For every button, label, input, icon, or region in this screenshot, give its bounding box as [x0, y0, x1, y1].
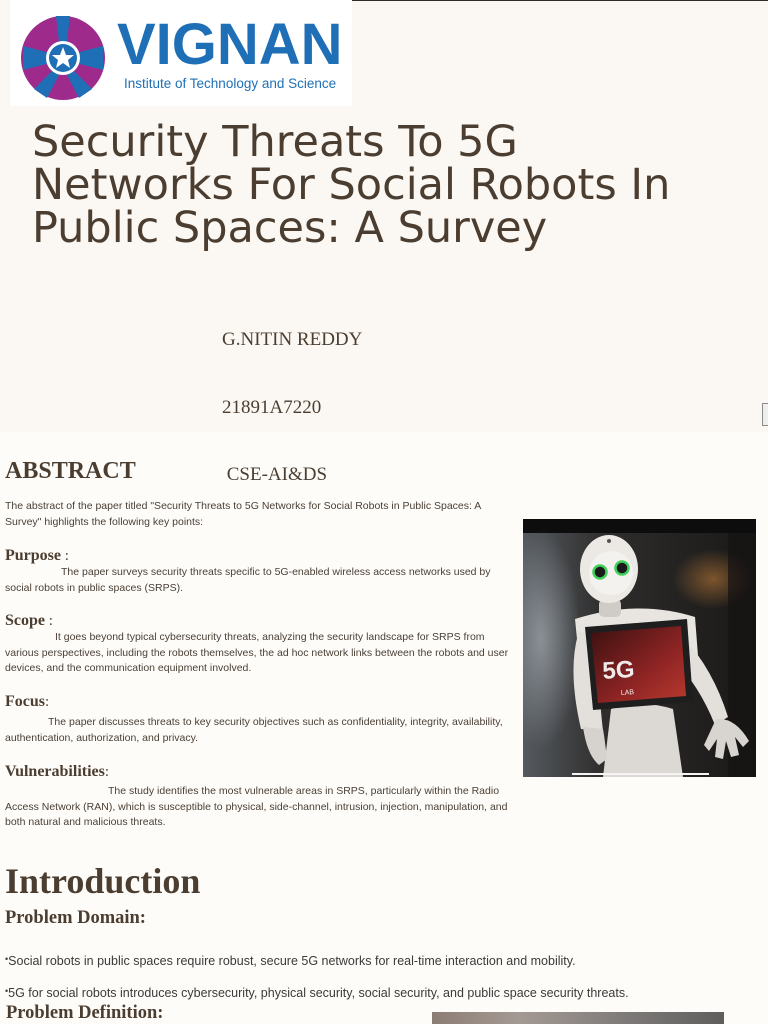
list-item	[5, 983, 629, 1001]
purpose-text: The paper surveys security threats specific to 5G-enabled wireless access networks used by social robots in public spaces (SRPS).	[5, 566, 491, 594]
scope-text: It goes beyond typical cybersecurity threats, analyzing the security landscape for SRPS from various perspectives, including the robots themselves, the ad hoc network links between the robots and user devices, and the communication equipment involved.	[5, 631, 509, 675]
author-name: G.NITIN REDDY	[222, 329, 363, 350]
robot-head-sensor	[607, 539, 611, 543]
tablet-screen-title: 5G	[601, 655, 636, 685]
social-robot-photo	[523, 519, 756, 777]
bullet-text: Social robots in public spaces require robust, secure 5G networks for real-time interaction and mobility.	[8, 954, 576, 968]
problem-definition-image	[432, 1012, 724, 1024]
author-block	[222, 284, 362, 509]
abstract-intro: The abstract of the paper titled "Security Threats to 5G Networks for Social Robots in Public Spaces: A Survey" highlights the following key points:	[5, 500, 481, 528]
problem-definition-heading: Problem Definition:	[6, 1003, 164, 1023]
purpose-heading	[5, 547, 69, 565]
vulnerabilities-heading	[5, 763, 109, 781]
vulnerabilities-label: Vulnerabilities	[5, 763, 105, 780]
vignan-emblem-icon	[20, 15, 106, 101]
photo-bottom-highlight	[572, 773, 709, 775]
scope-heading	[5, 612, 53, 630]
vulnerabilities-text: The study identifies the most vulnerable areas in SRPS, particularly within the Radio Access Network (RAN), which is susceptible to physical, side-channel, intrusion, injection, manipulation, and both natural and malicious threats.	[5, 785, 508, 829]
presentation-title: Security Threats To 5G Networks For Social Robots In Public Spaces: A Survey	[32, 117, 671, 253]
scope-separator: :	[45, 613, 53, 629]
vulnerabilities-separator: :	[104, 764, 110, 780]
bullet-text: 5G for social robots introduces cybersecurity, physical security, social security, and public space security threats.	[8, 986, 629, 1000]
robot-right-eye	[616, 562, 629, 575]
abstract-heading: ABSTRACT	[5, 458, 136, 484]
bullet-marker: •	[5, 954, 9, 964]
slide-edge-handle[interactable]	[762, 403, 768, 426]
logo-name: VIGNAN	[117, 12, 343, 77]
robot-lower-body	[603, 704, 683, 777]
purpose-label: Purpose	[5, 547, 61, 564]
focus-text: The paper discusses threats to key security objectives such as confidentiality, integrity, availability, authentication, authorization, and privacy.	[5, 716, 503, 744]
institute-logo	[10, 0, 352, 106]
author-department: CSE-AI&DS	[222, 464, 328, 485]
author-roll-number: 21891A7220	[222, 396, 322, 418]
bullet-marker: •	[5, 986, 9, 996]
robot-left-eye	[594, 566, 607, 579]
focus-heading	[5, 693, 49, 711]
purpose-separator: :	[61, 548, 69, 564]
focus-separator: :	[45, 694, 50, 710]
list-item	[5, 951, 576, 969]
problem-domain-heading: Problem Domain:	[5, 908, 146, 928]
introduction-heading: Introduction	[5, 861, 201, 901]
top-divider	[352, 0, 768, 1]
tablet-screen-subtitle: LAB	[620, 689, 635, 697]
focus-label: Focus	[5, 693, 45, 710]
scope-label: Scope	[5, 612, 45, 629]
logo-subtitle: Institute of Technology and Science	[124, 76, 337, 91]
